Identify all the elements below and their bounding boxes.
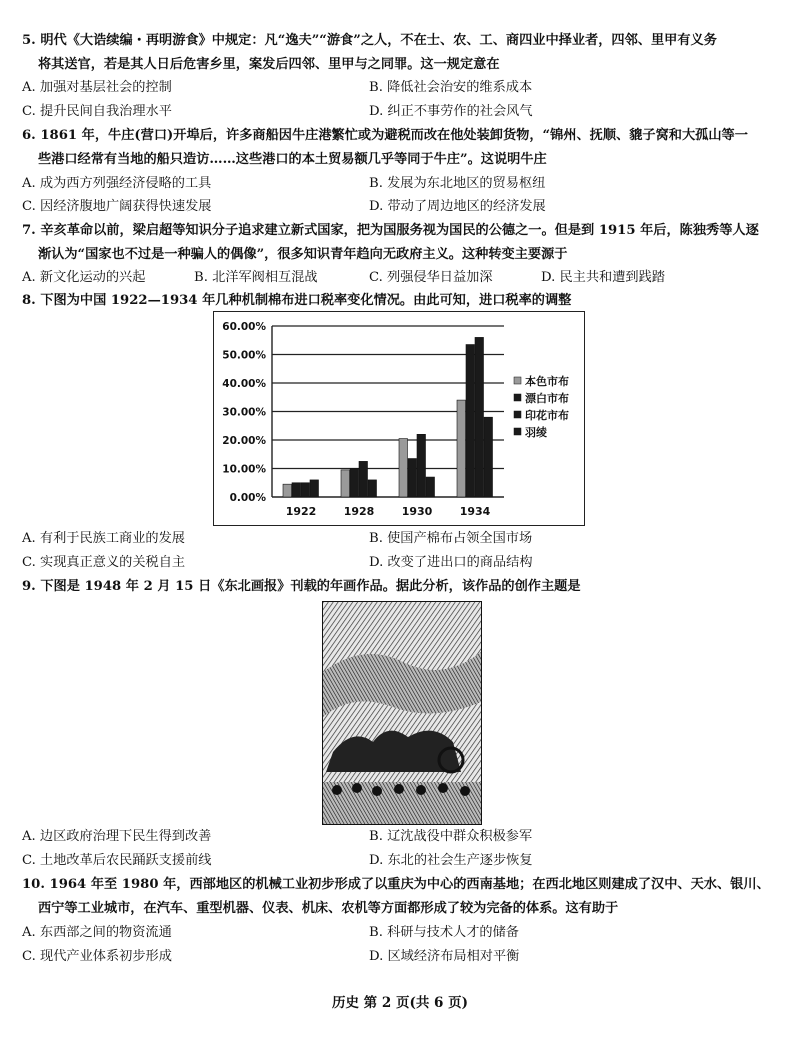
- q6-option-d: D. 带动了周边地区的经济发展: [369, 199, 546, 214]
- bar-1922-0: [283, 484, 292, 497]
- chart-canvas: [214, 312, 584, 525]
- q6-option-b: B. 发展为东北地区的贸易枢纽: [369, 176, 546, 191]
- y-tick-label: 60.00%: [222, 321, 266, 333]
- y-tick-label: 50.00%: [222, 349, 266, 362]
- bar-1922-3: [310, 480, 319, 497]
- x-tick-label: 1922: [285, 505, 317, 518]
- y-tick-label: 30.00%: [222, 406, 266, 419]
- bar-1928-2: [359, 461, 368, 497]
- q8-option-d: D. 改变了进出口的商品结构: [369, 555, 533, 570]
- q9-option-c: C. 土地改革后农民踊跃支援前线: [22, 853, 212, 868]
- q7-option-c: C. 列强侵华日益加深: [369, 270, 493, 285]
- bar-1928-3: [368, 480, 377, 497]
- bar-1934-3: [484, 417, 493, 497]
- legend-label: 漂白市布: [525, 392, 569, 405]
- q6-option-c: C. 因经济腹地广阔获得快速发展: [22, 199, 212, 214]
- q5-option-a: A. 加强对基层社会的控制: [22, 80, 172, 95]
- y-tick-label: 20.00%: [222, 435, 266, 447]
- q5-option-c: C. 提升民间自我治理水平: [22, 104, 172, 119]
- q6-stem-line1: 6. 1861 年，牛庄(营口)开埠后，许多商船因牛庄港繁忙或为避税而改在他处装卸货物，“锦州、抚顺、貔子窝和大孤山等一: [22, 128, 748, 143]
- q5-stem-line2: 将其送官，若是其人日后危害乡里，案发后四邻、里甲与之同罪。这一规定意在: [38, 57, 500, 72]
- q9-option-a: A. 边区政府治理下民生得到改善: [22, 829, 212, 844]
- legend-swatch: [514, 377, 521, 384]
- tariff-bar-chart: [213, 311, 585, 526]
- q8-option-a: A. 有利于民族工商业的发展: [22, 531, 185, 546]
- page-footer: 历史 第 2 页(共 6 页): [331, 995, 469, 1011]
- y-tick-label: 0.00%: [229, 492, 266, 504]
- bar-1930-3: [426, 477, 435, 497]
- legend-swatch: [514, 394, 521, 401]
- legend-label: 羽绫: [525, 426, 547, 439]
- y-tick-label: 40.00%: [222, 378, 266, 390]
- q7-option-b: B. 北洋军阀相互混战: [194, 270, 318, 285]
- x-tick-label: 1928: [343, 505, 375, 518]
- bar-1928-1: [350, 469, 359, 498]
- q8-stem: 8. 下图为中国 1922—1934 年几种机制棉布进口税率变化情况。由此可知，进口税率的调整: [22, 293, 572, 308]
- y-tick-label: 10.00%: [222, 463, 266, 476]
- q10-option-d: D. 区域经济布局相对平衡: [369, 949, 520, 964]
- q5-option-b: B. 降低社会治安的维系成本: [369, 80, 533, 95]
- q5-stem-line1: 5. 明代《大诰续编・再明游食》中规定：凡“逸夫”“游食”之人，不在士、农、工、商四业中择业者，四邻、里甲有义务: [22, 33, 717, 48]
- bar-1934-1: [466, 345, 475, 497]
- bar-1930-2: [417, 434, 426, 497]
- q9-stem: 9. 下图是 1948 年 2 月 15 日《东北画报》刊载的年画作品。据此分析，该作品的创作主题是: [22, 579, 581, 594]
- bar-1928-0: [341, 470, 350, 497]
- x-tick-label: 1934: [459, 505, 491, 518]
- bar-1934-2: [475, 337, 484, 497]
- q9-option-b: B. 辽沈战役中群众积极参军: [369, 829, 533, 844]
- new-year-painting-image: [322, 601, 482, 825]
- q6-stem-line2: 些港口经常有当地的船只造访……这些港口的本土贸易额几乎等同于牛庄”。这说明牛庄: [38, 152, 547, 167]
- q10-stem-line1: 10. 1964 年至 1980 年，西部地区的机械工业初步形成了以重庆为中心的西南基地；在西北地区则建成了汉中、天水、银川、: [22, 877, 770, 892]
- q10-option-c: C. 现代产业体系初步形成: [22, 949, 172, 964]
- q8-option-c: C. 实现真正意义的关税自主: [22, 555, 186, 570]
- q8-option-b: B. 使国产棉布占领全国市场: [369, 531, 533, 546]
- bar-1930-1: [408, 459, 417, 497]
- bar-1922-2: [301, 483, 310, 497]
- q7-option-a: A. 新文化运动的兴起: [22, 270, 146, 285]
- q10-stem-line2: 西宁等工业城市，在汽车、重型机器、仪表、机床、农机等方面都形成了较为完备的体系。这有助于: [38, 901, 619, 916]
- q6-option-a: A. 成为西方列强经济侵略的工具: [22, 176, 212, 191]
- legend-label: 本色市布: [525, 375, 569, 388]
- q7-stem-line1: 7. 辛亥革命以前，梁启超等知识分子追求建立新式国家，把为国服务视为国民的公德之一。但是到 1915 年后，陈独秀等人逐: [22, 223, 759, 238]
- q7-option-d: D. 民主共和遭到践踏: [541, 270, 665, 285]
- bar-1934-0: [457, 400, 466, 497]
- legend-label: 印花市布: [525, 409, 569, 422]
- bar-1922-1: [292, 483, 301, 497]
- legend-swatch: [514, 428, 521, 435]
- q7-stem-line2: 渐认为“国家也不过是一种骗人的偶像”，很多知识青年趋向无政府主义。这种转变主要源于: [38, 247, 568, 262]
- legend-swatch: [514, 411, 521, 418]
- q10-option-a: A. 东西部之间的物资流通: [22, 925, 172, 940]
- q10-option-b: B. 科研与技术人才的储备: [369, 925, 519, 940]
- q5-option-d: D. 纠正不事劳作的社会风气: [369, 104, 533, 119]
- x-tick-label: 1930: [401, 505, 433, 518]
- bar-1930-0: [399, 439, 408, 497]
- q9-option-d: D. 东北的社会生产逐步恢复: [369, 853, 533, 868]
